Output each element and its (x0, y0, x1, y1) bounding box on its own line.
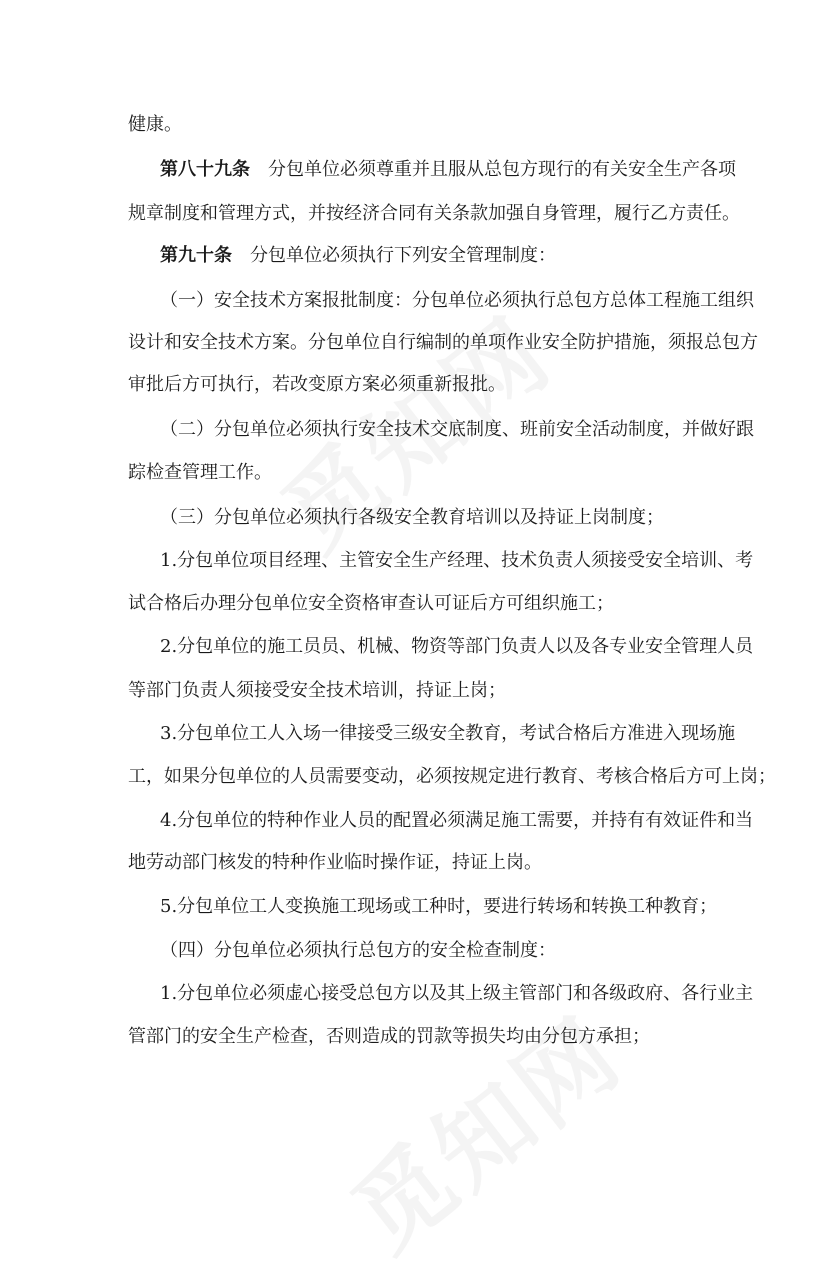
article-number: 第八十九条 (160, 159, 250, 180)
article-number: 第九十条 (160, 245, 232, 266)
paragraph-line: （二）分包单位必须执行安全技术交底制度、班前安全活动制度，并做好跟 (160, 419, 754, 440)
article-text: 分包单位必须执行下列安全管理制度： (250, 245, 556, 266)
paragraph-line: 工，如果分包单位的人员需要变动，必须按规定进行教育、考核合格后方可上岗； (128, 766, 776, 787)
paragraph-line: 管部门的安全生产检查，否则造成的罚款等损失均由分包方承担； (128, 1026, 650, 1047)
paragraph-line: 试合格后办理分包单位安全资格审查认可证后方可组织施工； (128, 593, 614, 614)
paragraph-line: 规章制度和管理方式，并按经济合同有关条款加强自身管理，履行乙方责任。 (128, 203, 740, 224)
list-item-line: 4.分包单位的特种作业人员的配置必须满足施工需要，并持有有效证件和当 (160, 810, 754, 831)
paragraph-line: 等部门负责人须接受安全技术培训，持证上岗； (128, 680, 506, 701)
paragraph-line: （四）分包单位必须执行总包方的安全检查制度： (160, 940, 556, 961)
article-89-line (160, 157, 736, 183)
paragraph-line: 地劳动部门核发的特种作业临时操作证，持证上岗。 (128, 852, 542, 873)
paragraph-line: （三）分包单位必须执行各级安全教育培训以及持证上岗制度； (160, 507, 664, 528)
list-item-line: 3.分包单位工人入场一律接受三级安全教育，考试合格后方准进入现场施 (160, 723, 736, 744)
list-item-line: 1.分包单位项目经理、主管安全生产经理、技术负责人须接受安全培训、考 (160, 550, 754, 571)
paragraph-line: 健康。 (128, 114, 182, 135)
list-item-line: 1.分包单位必须虚心接受总包方以及其上级主管部门和各级政府、各行业主 (160, 983, 754, 1004)
paragraph-line: 设计和安全技术方案。分包单位自行编制的单项作业安全防护措施，须报总包方 (128, 332, 758, 353)
list-item-line: 2.分包单位的施工员员、机械、物资等部门负责人以及各专业安全管理人员 (160, 636, 754, 657)
article-90-line (160, 243, 708, 269)
article-text: 分包单位必须尊重并且服从总包方现行的有关安全生产各项 (268, 159, 736, 180)
paragraph-line: （一）安全技术方案报批制度：分包单位必须执行总包方总体工程施工组织 (160, 290, 754, 311)
list-item-line: 5.分包单位工人变换施工现场或工种时，要进行转场和转换工种教育； (160, 896, 718, 917)
paragraph-line: 审批后方可执行，若改变原方案必须重新报批。 (128, 374, 506, 395)
paragraph-line: 踪检查管理工作。 (128, 462, 272, 483)
